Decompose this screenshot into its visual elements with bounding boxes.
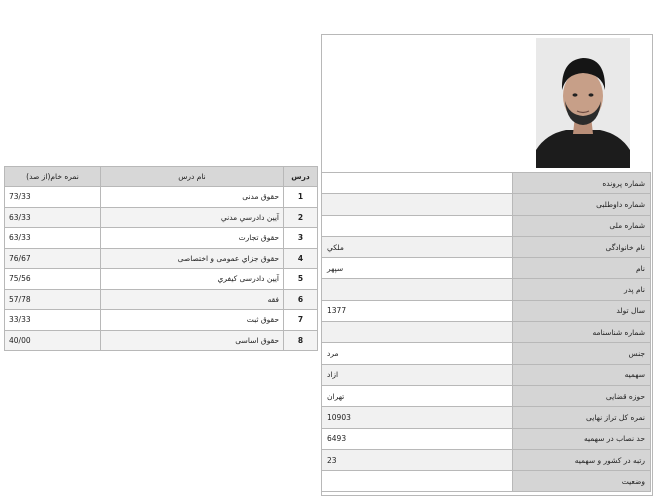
info-value: تهران (322, 385, 513, 406)
score-row (5, 289, 318, 310)
info-row (322, 279, 651, 300)
info-label: وضعیت (513, 471, 651, 492)
course-number: 8 (284, 330, 318, 351)
info-row (322, 194, 651, 215)
info-row (322, 385, 651, 406)
info-row (322, 173, 651, 194)
candidate-info-table (321, 172, 651, 492)
info-label: نام پدر (513, 279, 651, 300)
info-value: ازاد (322, 364, 513, 385)
score-row (5, 207, 318, 228)
info-row (322, 364, 651, 385)
info-label: شماره داوطلبی (513, 194, 651, 215)
score-row (5, 248, 318, 269)
course-name: حقوق مدنی (101, 187, 284, 208)
course-name: حقوق تجارت (101, 228, 284, 249)
course-number: 3 (284, 228, 318, 249)
info-row (322, 300, 651, 321)
info-row (322, 258, 651, 279)
info-value (322, 322, 513, 343)
course-number: 7 (284, 310, 318, 331)
score-row (5, 187, 318, 208)
info-row (322, 471, 651, 492)
header-course-number: درس (284, 167, 318, 187)
course-number: 2 (284, 207, 318, 228)
info-label: نمره کل تراز نهایی (513, 407, 651, 428)
header-course-name: نام درس (101, 167, 284, 187)
course-name: آیین دادرسی کیفري (101, 269, 284, 290)
info-value (322, 471, 513, 492)
info-label: شماره شناسنامه (513, 322, 651, 343)
info-label: نام خانوادگی (513, 236, 651, 257)
course-name: آیین دادرسي مدني (101, 207, 284, 228)
info-row (322, 343, 651, 364)
course-number: 4 (284, 248, 318, 269)
score-row (5, 330, 318, 351)
course-number: 5 (284, 269, 318, 290)
info-value (322, 279, 513, 300)
candidate-photo (536, 38, 630, 168)
scores-table (4, 166, 318, 351)
course-number: 6 (284, 289, 318, 310)
info-value (322, 215, 513, 236)
raw-score: 73/33 (5, 187, 101, 208)
course-name: فقه (101, 289, 284, 310)
raw-score: 33/33 (5, 310, 101, 331)
info-row (322, 236, 651, 257)
course-name: حقوق جزاي عمومی و اختصاصی (101, 248, 284, 269)
info-value: 6493 (322, 428, 513, 449)
info-label: جنس (513, 343, 651, 364)
info-label: رتبه در کشور و سهمیه (513, 449, 651, 470)
info-label: حد نصاب در سهمیه (513, 428, 651, 449)
info-row (322, 428, 651, 449)
info-row (322, 322, 651, 343)
info-label: شماره ملی (513, 215, 651, 236)
raw-score: 40/00 (5, 330, 101, 351)
info-label: سهمیه (513, 364, 651, 385)
info-value (322, 194, 513, 215)
person-photo-icon (536, 38, 630, 168)
raw-score: 76/67 (5, 248, 101, 269)
info-label: حوزه قضایی (513, 385, 651, 406)
course-name: حقوق اساسی (101, 330, 284, 351)
info-value: مرد (322, 343, 513, 364)
info-value: 1377 (322, 300, 513, 321)
info-label: سال تولد (513, 300, 651, 321)
header-raw-score: نمره خام(از صد) (5, 167, 101, 187)
raw-score: 63/33 (5, 207, 101, 228)
info-value (322, 173, 513, 194)
raw-score: 63/33 (5, 228, 101, 249)
info-value: 10903 (322, 407, 513, 428)
score-row (5, 228, 318, 249)
info-row (322, 407, 651, 428)
score-row (5, 269, 318, 290)
scores-header-row (5, 167, 318, 187)
info-value: 23 (322, 449, 513, 470)
info-row (322, 215, 651, 236)
course-number: 1 (284, 187, 318, 208)
raw-score: 75/56 (5, 269, 101, 290)
info-label: نام (513, 258, 651, 279)
course-name: حقوق ثبت (101, 310, 284, 331)
info-value: ملكي (322, 236, 513, 257)
info-row (322, 449, 651, 470)
info-value: سپهر (322, 258, 513, 279)
info-label: شماره پرونده (513, 173, 651, 194)
raw-score: 57/78 (5, 289, 101, 310)
score-row (5, 310, 318, 331)
